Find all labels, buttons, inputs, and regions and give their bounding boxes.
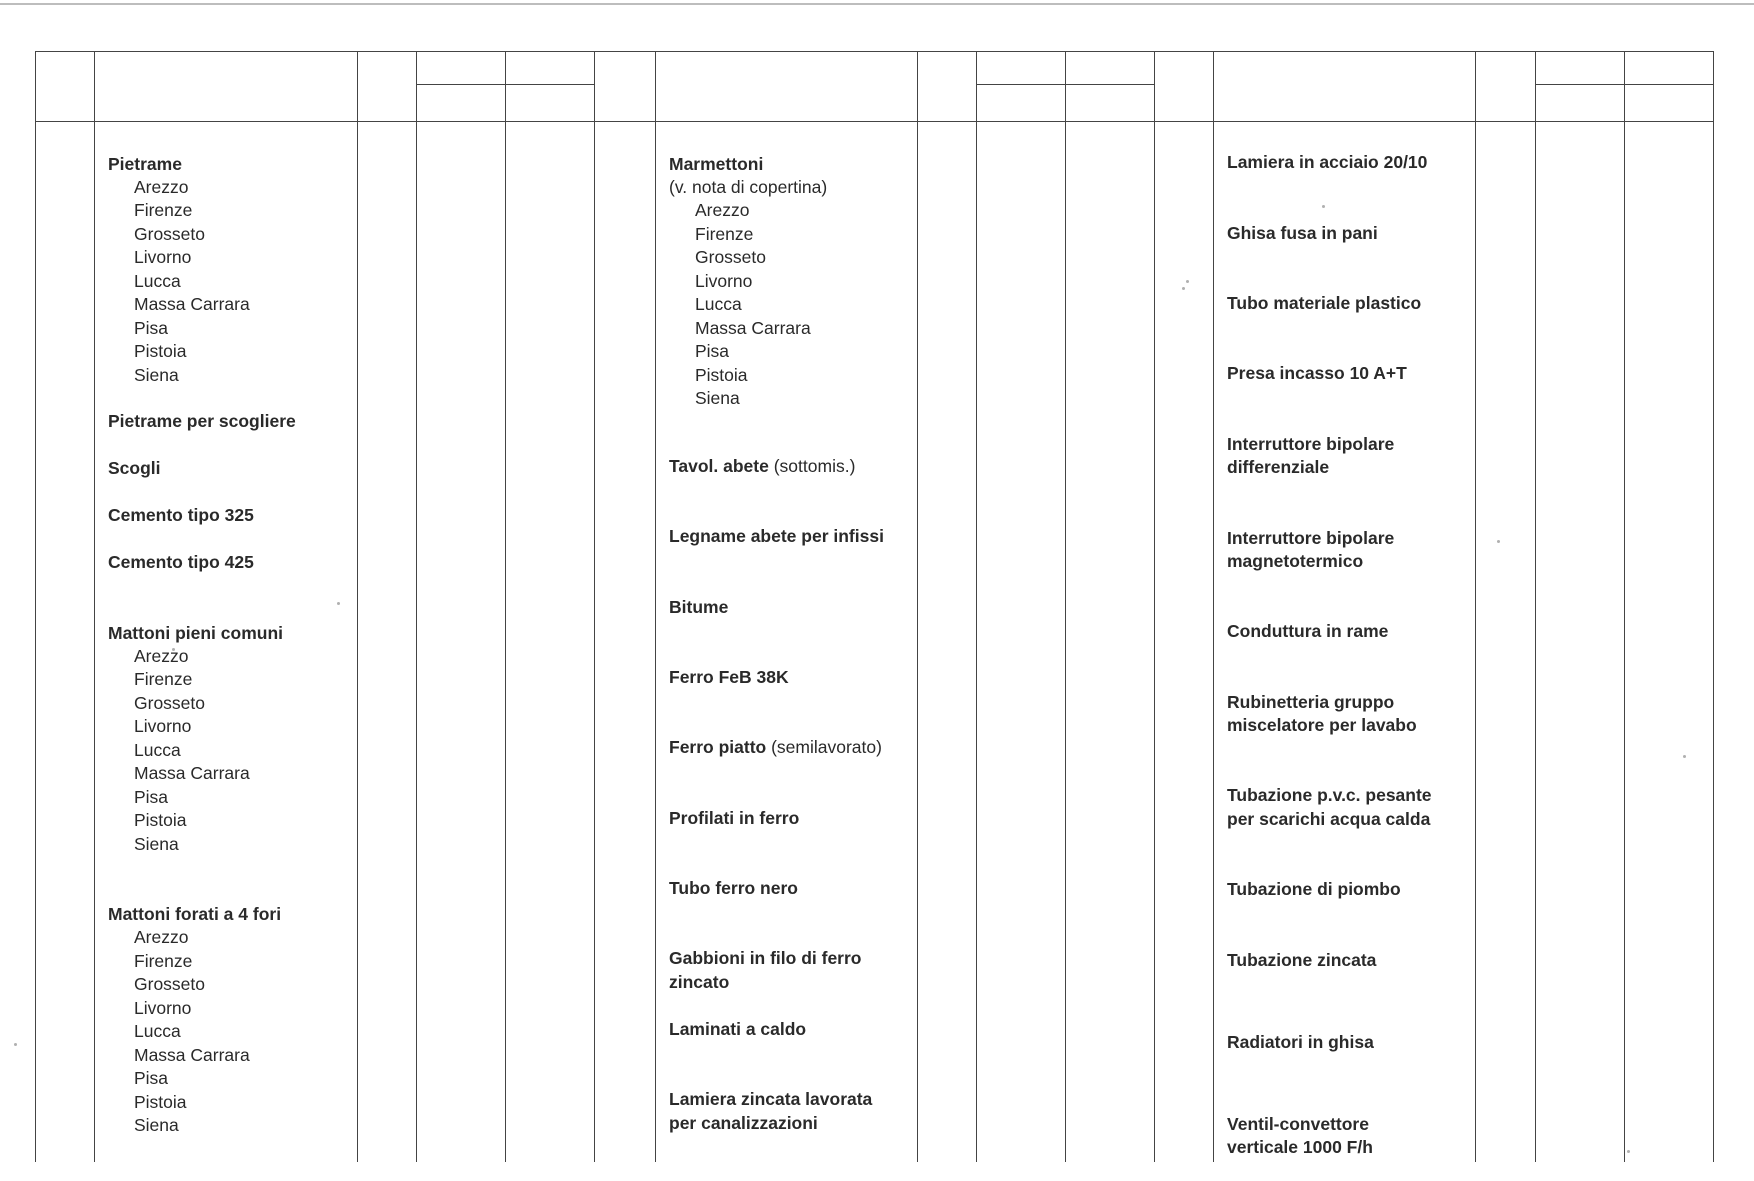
material-name [108,623,283,644]
sub-item-name [134,763,250,784]
material-label: Siena [134,1114,179,1135]
header-luglio [1065,84,1154,121]
column-rule [505,51,506,1162]
sub-item-name [695,224,753,245]
sub-item-name [134,646,188,667]
material-label: (v. nota di copertina) [669,176,828,197]
material-label: Pietrame per scogliere [108,411,296,432]
material-name [1227,1114,1369,1135]
material-label: Lamiera in acciaio 20/10 [1227,152,1428,173]
scan-speck [1322,205,1325,208]
material-label: Grosseto [134,223,205,244]
material-label: Legname abete per infissi [669,526,884,547]
material-label: Massa Carrara [134,1044,250,1065]
sub-item-name [695,388,740,409]
scan-speck [1186,280,1189,283]
header-materiali [655,51,917,121]
sub-item-name [695,247,766,268]
material-label: Scogli [108,458,161,479]
material-label: Livorno [134,716,192,737]
column-rule [917,51,918,1162]
material-name [108,154,182,175]
material-label: Lucca [695,294,742,315]
material-name [669,526,884,547]
material-label: zincato [669,971,730,992]
header-unita-misura [1475,51,1535,121]
material-label: Arezzo [134,927,189,948]
scan-speck [1627,1150,1630,1153]
material-label: Pisa [134,1068,169,1089]
sub-item-name [134,177,188,198]
material-label: Cemento tipo 425 [108,552,254,573]
material-label: Bitume [669,596,729,617]
material-name [1227,950,1376,971]
material-name [108,552,254,573]
column-rule [1065,51,1066,1162]
material-label: magnetotermico [1227,550,1364,571]
material-name [669,972,729,993]
column-rule [35,51,36,1162]
material-label: Ghisa fusa in pani [1227,222,1378,243]
material-label: Cemento tipo 325 [108,505,254,526]
material-label: Pisa [134,317,169,338]
sub-item-name [695,341,729,362]
material-label: per scarichi acqua calda [1227,808,1431,829]
material-name [669,154,763,175]
material-name [1227,363,1407,384]
sub-item-name [134,669,192,690]
sub-item-name [134,224,205,245]
sub-item-name [134,294,250,315]
scan-speck [1683,755,1686,758]
scan-speck [1497,540,1500,543]
column-rule [357,51,358,1162]
material-name [669,1113,818,1134]
sub-item-name [134,247,191,268]
material-name [1227,809,1430,830]
material-label: Pisa [695,341,730,362]
sub-item-name [695,318,811,339]
scan-speck [14,1043,17,1046]
header-numero-ordine [594,51,655,121]
header-riferimento-luglio [1065,51,1154,84]
sub-item-name [134,810,187,831]
material-label: Livorno [134,247,192,268]
material-label: Conduttura in rame [1227,621,1389,642]
header-riferimento-gennaio [1535,51,1624,84]
sub-item-name [695,271,752,292]
sub-item-name [134,318,168,339]
material-name [1227,457,1329,478]
material-label: Arezzo [695,200,750,221]
sub-item-name [134,1115,179,1136]
header-numero-ordine [35,51,94,121]
material-note: (sottomis.) [768,456,856,476]
material-label: per canalizzazioni [669,1112,818,1133]
material-label: miscelatore per lavabo [1227,715,1417,736]
sub-item-name [134,200,192,221]
material-label: Livorno [695,270,753,291]
material-label: Pistoia [134,341,187,362]
sub-item-name [134,365,179,386]
material-label: Profilati in ferro [669,807,800,828]
sub-item-name [134,998,191,1019]
top-scan-edge [0,3,1754,5]
material-name [1227,1137,1373,1158]
material-name [669,808,799,829]
material-label: Lucca [134,270,181,291]
material-label: Rubinetteria gruppo [1227,691,1395,712]
sub-item-name [134,1068,168,1089]
material-name [669,177,827,198]
column-rule [94,51,95,1162]
material-note: (semilavorato) [766,737,882,758]
sub-item-name [695,294,742,315]
material-label: Grosseto [134,974,205,995]
material-label: Ferro piatto [669,737,767,758]
material-label: Lucca [134,739,181,760]
header-unita-misura [357,51,416,121]
material-label: Tubazione p.v.c. pesante [1227,785,1432,806]
material-label: Arezzo [134,645,189,666]
header-luglio [505,84,594,121]
material-label: Lamiera zincata lavorata [669,1089,873,1110]
material-name [1227,434,1394,455]
sub-item-name [134,834,179,855]
material-label: Pistoia [134,1091,187,1112]
material-label: Siena [695,388,740,408]
material-label: Pietrame [108,153,182,174]
header-riferimento-luglio [1624,51,1713,84]
material-label: Gabbioni in filo di ferro [669,948,862,969]
material-name [669,878,798,899]
material-label: Marmettoni [669,153,764,174]
sub-item-name [695,365,748,386]
header-riferimento-luglio [505,51,594,84]
column-rule [1475,51,1476,1162]
material-label: Grosseto [695,247,766,268]
sub-item-name [134,951,192,972]
header-gennaio [976,84,1065,121]
scan-speck [1182,287,1185,290]
material-label: Firenze [134,950,193,971]
material-name [669,597,728,618]
table-right-rule [1713,51,1714,1162]
material-label: Arezzo [134,176,189,197]
material-name [1227,152,1427,173]
column-rule [1213,51,1214,1162]
material-label: Interruttore bipolare [1227,527,1395,548]
sub-item-name [134,927,188,948]
sub-item-name [134,787,168,808]
material-name [1227,879,1401,900]
column-rule [416,51,417,1162]
header-gennaio [1535,84,1624,121]
material-label: differenziale [1227,457,1330,478]
header-numero-ordine [1154,51,1213,121]
material-label: Pistoia [695,364,748,385]
column-rule [1154,51,1155,1162]
column-rule [655,51,656,1162]
material-label: Lucca [134,1021,181,1042]
sub-item-name [134,974,205,995]
material-label: verticale 1000 F/h [1227,1137,1373,1158]
material-name [1227,785,1432,806]
material-name [1227,223,1378,244]
material-label: Mattoni forati a 4 fori [108,903,282,924]
header-materiali [1213,51,1475,121]
material-label: Laminati a caldo [669,1018,807,1039]
header-riferimento-gennaio [976,51,1065,84]
header-materiali [94,51,357,121]
material-name [669,1019,806,1040]
header-unita-misura [917,51,976,121]
sub-item-name [134,740,181,761]
material-label: Massa Carrara [134,294,250,315]
material-name [108,458,161,479]
material-label: Massa Carrara [695,317,811,338]
material-label: Siena [134,833,179,854]
sub-item-name [134,716,191,737]
material-label: Grosseto [134,692,205,713]
material-label: Tubo ferro nero [669,878,798,899]
header-luglio [1624,84,1713,121]
material-name [1227,692,1394,713]
material-label: Tubazione di piombo [1227,879,1401,900]
sub-item-name [134,341,187,362]
material-name [669,667,789,688]
header-bottom-rule [35,121,1713,122]
header-gennaio [416,84,505,121]
material-name [108,505,254,526]
material-name [1227,551,1363,572]
material-name [108,904,281,925]
material-name [1227,1032,1374,1053]
material-label: Tubazione zincata [1227,949,1377,970]
material-name [669,456,855,477]
material-name [1227,621,1388,642]
header-riferimento-gennaio [416,51,505,84]
material-label: Tavol. abete [669,456,769,476]
sub-item-name [134,1092,187,1113]
column-rule [1624,51,1625,1162]
sub-item-name [134,271,181,292]
material-name [1227,715,1417,736]
material-label: Firenze [695,223,754,244]
column-rule [976,51,977,1162]
material-label: Firenze [134,200,193,221]
material-label: Mattoni pieni comuni [108,622,283,643]
material-name [108,411,296,432]
material-label: Ferro FeB 38K [669,667,789,688]
material-label: Siena [134,364,179,385]
sub-item-name [134,1021,181,1042]
column-rule [594,51,595,1162]
material-label: Tubo materiale plastico [1227,293,1422,314]
scan-speck [337,602,340,605]
material-label: Interruttore bipolare [1227,433,1395,454]
sub-item-name [695,200,749,221]
material-label: Presa incasso 10 A+T [1227,363,1407,384]
sub-item-name [134,1045,250,1066]
material-name [669,737,882,758]
material-label: Pisa [134,786,169,807]
material-name [1227,293,1421,314]
material-label: Radiatori in ghisa [1227,1031,1374,1052]
material-name [669,1089,872,1110]
material-label: Massa Carrara [134,763,250,784]
column-rule [1535,51,1536,1162]
material-label: Firenze [134,669,193,690]
material-label: Ventil-convettore [1227,1113,1369,1134]
sub-item-name [134,693,205,714]
material-label: Livorno [134,997,192,1018]
material-name [1227,528,1394,549]
material-label: Pistoia [134,810,187,831]
material-name [669,948,862,969]
